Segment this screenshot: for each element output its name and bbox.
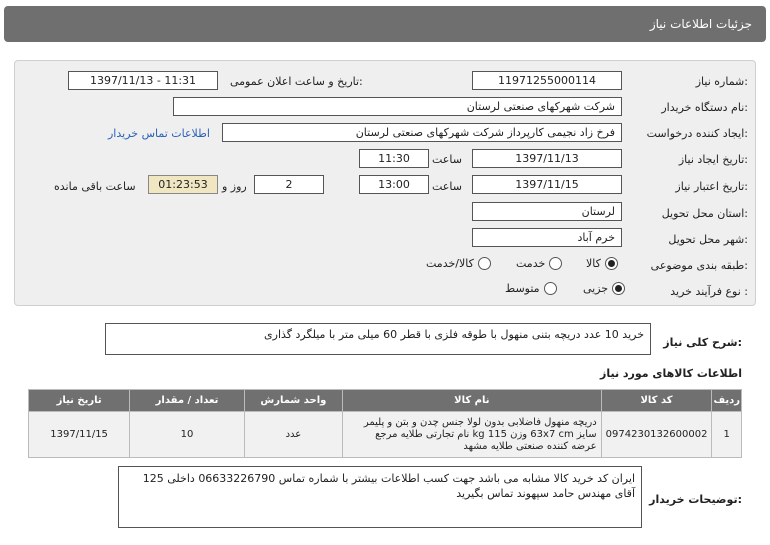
validity-time-label: ساعت (432, 180, 462, 193)
requester-field: فرخ زاد نجیمی کارپرداز شرکت شهرکهای صنعتی لرستان (222, 123, 622, 142)
announce-label: تاریخ و ساعت اعلان عمومی: (230, 75, 363, 88)
announce-datetime-field: 1397/11/13 - 11:31 (68, 71, 218, 90)
city-label: شهر محل تحویل: (668, 233, 748, 246)
need-number-field: 11971255000114 (472, 71, 622, 90)
remaining-time-field: 01:23:53 (148, 175, 218, 194)
days-label: روز و (222, 180, 247, 193)
process-medium-radio[interactable] (544, 282, 557, 295)
col-name: نام کالا (342, 390, 601, 412)
category-label: طبقه بندی موضوعی: (650, 259, 748, 272)
table-row (29, 412, 742, 458)
created-time-field: 11:30 (359, 149, 429, 168)
buyer-contact-link[interactable]: اطلاعات تماس خریدار (108, 127, 210, 140)
cell-unit: عدد (244, 412, 342, 458)
city-field: خرم آباد (472, 228, 622, 247)
items-section-title: اطلاعات کالاهای مورد نیاز (600, 367, 742, 380)
category-option-service-label: خدمت (516, 257, 546, 270)
items-table (28, 389, 742, 458)
col-code: کد کالا (601, 390, 712, 412)
page-title: جزئیات اطلاعات نیاز (649, 17, 752, 31)
cell-date: 1397/11/15 (29, 412, 130, 458)
process-option-medium[interactable] (505, 282, 557, 295)
buyer-org-label: نام دستگاه خریدار: (661, 101, 748, 114)
category-option-service[interactable] (516, 257, 562, 270)
created-date-field: 1397/11/13 (472, 149, 622, 168)
province-label: استان محل تحویل: (661, 207, 748, 220)
col-unit: واحد شمارش (244, 390, 342, 412)
validity-date-field: 1397/11/15 (472, 175, 622, 194)
category-option-goods-service[interactable] (426, 257, 491, 270)
process-option-minor-label: جزیی (583, 282, 609, 295)
province-field: لرستان (472, 202, 622, 221)
col-date: تاریخ نیاز (29, 390, 130, 412)
created-time-label: ساعت (432, 153, 462, 166)
category-service-radio[interactable] (549, 257, 562, 270)
created-date-label: تاریخ ایجاد نیاز: (678, 153, 748, 166)
category-option-goods-service-label: کالا/خدمت (426, 257, 474, 270)
summary-label: شرح کلی نیاز: (663, 336, 742, 349)
category-option-goods-label: کالا (586, 257, 601, 270)
category-goods-service-radio[interactable] (478, 257, 491, 270)
process-option-medium-label: متوسط (505, 282, 540, 295)
category-option-goods[interactable] (586, 257, 618, 270)
buyer-notes-field: ایران کد خرید کالا مشابه می باشد جهت کسب اطلاعات بیشتر با شماره تماس 06633226790 داخلی 125 آقای مهندس حامد سپهوند تماس بگیرید (118, 466, 642, 528)
remaining-label: ساعت باقی مانده (54, 180, 136, 193)
summary-field: خرید 10 عدد دریچه بتنی منهول با طوقه فلزی با قطر 60 میلی متر با میلگرد گذاری (105, 323, 651, 355)
buyer-notes-label: توضیحات خریدار: (649, 493, 742, 506)
process-option-minor[interactable] (583, 282, 625, 295)
category-goods-radio[interactable] (605, 257, 618, 270)
remaining-days-field: 2 (254, 175, 324, 194)
process-label: نوع فرآیند خرید : (670, 285, 748, 298)
need-number-label: شماره نیاز: (695, 75, 748, 88)
validity-time-field: 13:00 (359, 175, 429, 194)
page-header (4, 6, 766, 42)
col-row: ردیف (712, 390, 742, 412)
cell-name: دریچه منهول فاضلابی بدون لولا جنس چدن و بتن و پلیمر سایز 63x7 cm وزن 115 kg نام تجارتی طلایه مرجع عرضه کننده صنعتی طلایه مشهد (342, 412, 601, 458)
buyer-org-field: شرکت شهرکهای صنعتی لرستان (173, 97, 622, 116)
col-qty: تعداد / مقدار (130, 390, 245, 412)
requester-label: ایجاد کننده درخواست: (646, 127, 748, 140)
process-minor-radio[interactable] (612, 282, 625, 295)
cell-code: 0974230132600002 (601, 412, 712, 458)
cell-qty: 10 (130, 412, 245, 458)
validity-date-label: تاریخ اعتبار نیاز: (675, 180, 748, 193)
cell-row: 1 (712, 412, 742, 458)
